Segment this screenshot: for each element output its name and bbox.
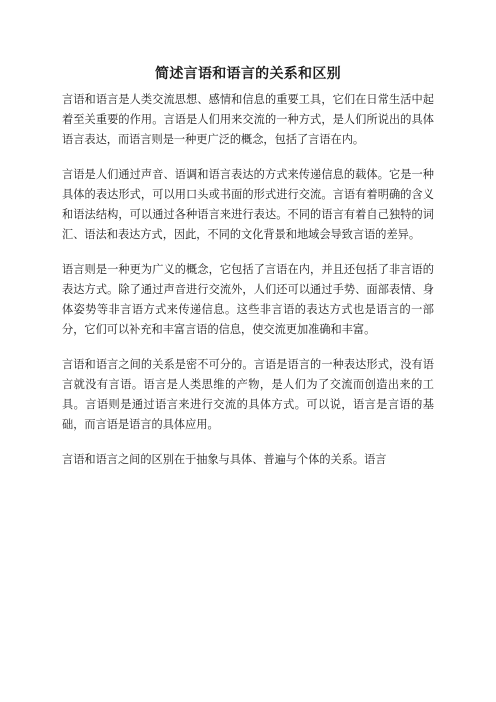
paragraph-2: 言语是人们通过声音、语调和语言表达的方式来传递信息的载体。它是一种具体的表达形式，可以用口头或书面的形式进行交流。言语有着明确的含义和语法结构，可以通过各种语言来进行表达。不同的语言有着自己独特的词汇、语法和表达方式，因此，不同的文化背景和地域会导致言语的差异。 xyxy=(62,168,434,241)
paragraph-1: 言语和语言是人类交流思想、感情和信息的重要工具，它们在日常生活中起着至关重要的作用。言语是人们用来交流的一种方式，是人们所说出的具体语言表达，而语言则是一种更广泛的概念，包括了言语在内。 xyxy=(62,93,434,146)
paragraph-5: 言语和语言之间的区别在于抽象与具体、普遍与个体的关系。语言 xyxy=(62,453,387,466)
paragraph-3: 语言则是一种更为广义的概念，它包括了言语在内，并且还包括了非言语的表达方式。除了通过声音进行交流外，人们还可以通过手势、面部表情、身体姿势等非言语方式来传递信息。这些非言语的表达方式也是语言的一部分，它们可以补充和丰富言语的信息，使交流更加准确和丰富。 xyxy=(62,263,434,336)
document-title: 简述言语和语言的关系和区别 xyxy=(155,66,341,82)
document-body xyxy=(62,90,434,485)
paragraph-4: 言语和语言之间的关系是密不可分的。言语是语言的一种表达形式，没有语言就没有言语。语言是人类思维的产物，是人们为了交流而创造出来的工具。言语则是通过语言来进行交流的具体方式。可以说，语言是言语的基础，而言语是语言的具体应用。 xyxy=(62,358,434,431)
